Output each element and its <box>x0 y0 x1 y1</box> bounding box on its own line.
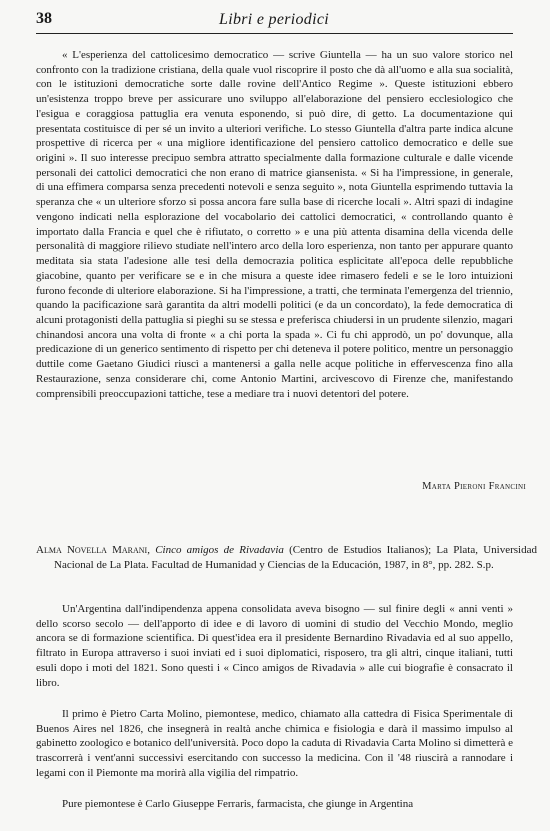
citation-details: (Centro de Estudios Italianos); La Plata, Universidad Nacional de La Plata. Facultad de Humanidad y Ciencias de la Educación, 1987, in 8°, pp. 282. S.p. <box>54 544 537 571</box>
review-paragraph-2: Il primo è Pietro Carta Molino, piemontese, medico, chiamato alla cattedra di Fisica Sperimentale di Buenos Aires nel 1826, che insegnerà in realtà anche chimica e fisiologia e darà il massimo impulso al gabinetto zoologico e botanico dell'università. Poco dopo la caduta di Rivadavia Carta Molino si dimetterà e trascorrerà i vent'anni successivi esercitando con successo la medicina. Con il '48 riuscirà a rannodare i legami con il Piemonte ma morirà alla vigilia del rimpatrio. <box>36 708 513 779</box>
citation-author: Alma Novella Marani, <box>36 544 150 556</box>
review-paragraph-1: Un'Argentina dall'indipendenza appena consolidata aveva bisogno — sul finire degli « anni venti » dello scorso secolo — dell'apporto di idee e di lavoro di uomini di studio del Vecchio Mondo, meglio ancora se di formazione scientifica. Di quest'idea era il presidente Bernardino Rivadavia ed al suo appello, filtrato in Europa attraverso i suoi inviati ed i suoi diplomatici, risposero, tra gli altri, cinque italiani, tutti esuli dopo i moti del 1821. Sono questi i « Cinco amigos de Rivadavia » alle cui biografie è consacrato il libro. <box>36 603 513 689</box>
citation-title: Cinco amigos de Rivadavia <box>155 544 284 556</box>
book-citation <box>36 543 537 573</box>
review-signature: Marta Pieroni Francini <box>422 481 526 492</box>
page-header <box>36 10 512 32</box>
header-rule <box>36 33 513 34</box>
review-paragraph-3: Pure piemontese è Carlo Giuseppe Ferraris, farmacista, che giunge in Argentina <box>62 798 414 810</box>
page-number: 38 <box>36 10 52 27</box>
review-paragraph: « L'esperienza del cattolicesimo democratico — scrive Giuntella — ha un suo valore storico nel confronto con la tradizione cristiana, della quale vuol riscoprire il posto che dà all'uomo e alla sua socialità, con le istituzioni democratiche sorte dalle rovine dell'Antico Regime ». Queste istituzioni ebbero un'esistenza troppo breve per assicurare uno sviluppo all'elaborazione del pensiero ecclesiologico che l'esigua e coraggiosa pattuglia era venuta esponendo, si può dire, di getto. La documentazione qui presentata costituisce di per sé un invito a ulteriori verifiche. Lo stesso Giuntella d'altra parte indica alcune prospettive di ricerca per « una migliore identificazione del pensiero cattolico democratico e delle sue origini ». Il suo interesse precipuo sembra attratto specialmente dalla formazione culturale e dalle vicende personali dei cattolici democratici che non erano di matrice giansenista. « Si ha l'impressione, in generale, di una effimera comparsa senza precedenti notevoli e senza seguito », nota Giuntella esprimendo tuttavia la speranza che « un ulteriore sforzo si possa ancora fare sulla base di ricerche locali ». Altri spazi di indagine vengono indicati nella esplorazione del vocabolario dei cattolici democratici, « controllando quanto è importato dalla Francia e quel che è rifiutato, o corretto » e una più attenta disamina della vicenda delle personalità di maggiore rilievo studiate nell'intero arco della loro esperienza, non tanto per appurare quanto meditata sia stata l'adesione alle tesi della democrazia politica esplicitate all'epoca delle repubbliche giacobine, quanto per verificare se e in che misura a queste idee rimasero fedeli e se le loro intuizioni furono feconde di ulteriore elaborazione. Si ha l'impressione, a tratti, che terminata l'emergenza del triennio, quando la pacificazione sarà garantita da altri modelli politici (e da un concordato), la fede democratica di alcuni protagonisti della pattuglia si pieghi su se stessa e preferisca chiudersi in un prudente silenzio, magari chinandosi ancora una volta di fronte « a chi porta la spada ». Ci fu chi approdò, un po' dovunque, alla predicazione di un generico sentimento di rispetto per chi deteneva il potere politico, mentre un personaggio duttile come Gaetano Giudici riuscì a mantenersi a galla nelle acque politiche in effervescenza fino alla Restaurazione, senza considerare chi, come Antonio Martini, arcivescovo di Firenze che, manifestando comprensibili preoccupazioni tattiche, tese a mediare tra i nuovi detentori del potere. <box>36 49 513 400</box>
running-title: Libri e periodici <box>219 11 329 28</box>
